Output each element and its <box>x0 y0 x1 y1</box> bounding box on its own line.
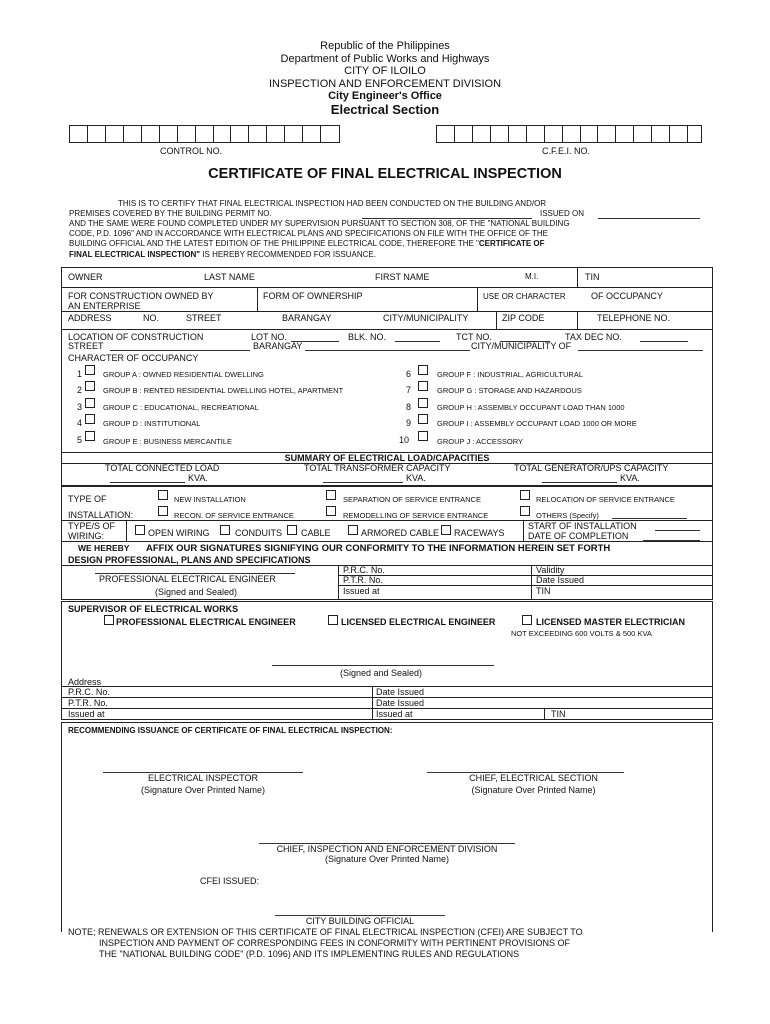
occ-group-g-label: GROUP G : STORAGE AND HAZARDOUS <box>437 386 582 395</box>
relocation-label: RELOCATION OF SERVICE ENTRANCE <box>536 495 675 504</box>
use-or-character-label[interactable]: USE OR CHARACTER <box>483 292 566 301</box>
inspector-title: ELECTRICAL INSPECTOR <box>147 773 259 783</box>
telephone-label[interactable]: TELEPHONE NO. <box>597 313 671 323</box>
header-republic: Republic of the Philippines <box>320 40 450 52</box>
occ-num-3: 3 <box>77 402 83 412</box>
location-barangay-label[interactable]: BARANGAY <box>253 341 303 351</box>
designer-issued-at[interactable]: Issued at <box>343 586 380 596</box>
recommend-title: RECOMMENDING ISSUANCE OF CERTIFICATE OF FINAL ELECTRICAL INSPECTION: <box>68 726 393 735</box>
intro-line5a: BUILDING OFFICIAL AND THE LATEST EDITION OF THE PHILIPPINE ELECTRICAL CODE, THEREFORE THE " <box>69 239 479 248</box>
occ-group-f-checkbox[interactable] <box>418 365 428 375</box>
supervisor-tin[interactable]: TIN <box>551 709 566 719</box>
others-line[interactable] <box>612 518 687 519</box>
designer-ptr[interactable]: P.T.R. No. <box>343 575 383 585</box>
we-hereby: WE HEREBY <box>78 543 130 553</box>
address-no-label[interactable]: NO. <box>143 313 160 323</box>
blk-no-label[interactable]: BLK. NO. <box>348 332 387 342</box>
occ-num-10: 10 <box>399 435 410 445</box>
tax-dec-label[interactable]: TAX DEC NO. <box>565 332 622 342</box>
intro-line3: AND THE SAME WERE FOUND COMPLETED UNDER MY SUPERVISION PURSUANT TO SECTION 308, OF THE "NATIONAL BUILDING <box>69 219 570 228</box>
transformer-kva: KVA. <box>406 473 426 483</box>
location-street-label[interactable]: STREET <box>68 341 104 351</box>
note-line3: THE "NATIONAL BUILDING CODE" (P.D. 1096) AND ITS IMPLEMENTING RULES AND REGULATIONS <box>99 949 520 959</box>
new-installation-checkbox[interactable] <box>158 490 168 500</box>
generator-label: TOTAL GENERATOR/UPS CAPACITY <box>514 463 669 473</box>
owner-label: OWNER <box>68 272 103 282</box>
cfei-no-grid[interactable] <box>436 125 702 143</box>
remodel-label: REMODELLING OF SERVICE ENTRANCE <box>343 511 489 520</box>
owner-tin-label[interactable]: TIN <box>585 272 600 282</box>
conduits-checkbox[interactable] <box>220 525 230 535</box>
recommend-section <box>61 722 713 932</box>
occ-group-h-checkbox[interactable] <box>418 398 428 408</box>
raceways-checkbox[interactable] <box>441 525 451 535</box>
lot-no-label[interactable]: LOT NO. <box>251 332 287 342</box>
occ-group-c-checkbox[interactable] <box>85 398 95 408</box>
supervisor-date-issued-1[interactable]: Date Issued <box>376 687 425 697</box>
intro-line2a: PREMISES COVERED BY THE BUILDING PERMIT NO. <box>69 209 272 218</box>
intro-line6 <box>69 250 376 259</box>
cfei-no-label: C.F.E.I. NO. <box>542 146 591 156</box>
zip-code-label[interactable]: ZIP CODE <box>502 313 545 323</box>
separation-label: SEPARATION OF SERVICE ENTRANCE <box>343 495 481 504</box>
summary-title: SUMMARY OF ELECTRICAL LOAD/CAPACITIES <box>284 453 490 463</box>
supervisor-signed: (Signed and Sealed) <box>340 668 423 678</box>
armored-cable-label: ARMORED CABLE <box>361 528 440 538</box>
address-barangay-label[interactable]: BARANGAY <box>282 313 332 323</box>
wiring-label: WIRING: <box>68 531 104 541</box>
completion-label: DATE OF COMPLETION <box>528 531 629 541</box>
others-label: OTHERS (Specify) <box>536 511 599 520</box>
occ-num-8: 8 <box>406 402 412 412</box>
affix-statement: AFFIX OUR SIGNATURES SIGNIFYING OUR CONFORMITY TO THE INFORMATION HEREIN SET FORTH <box>146 543 611 554</box>
occ-group-h-label: GROUP H : ASSEMBLY OCCUPANT LOAD THAN 1000 <box>437 403 625 412</box>
supervisor-title: SUPERVISOR OF ELECTRICAL WORKS <box>68 604 239 614</box>
cable-label: CABLE <box>301 528 331 538</box>
cfei-issued-label: CFEI ISSUED: <box>200 876 260 886</box>
transformer-line[interactable] <box>323 482 403 483</box>
open-wiring-label: OPEN WIRING <box>148 528 210 538</box>
occ-num-5: 5 <box>77 435 83 445</box>
for-construction-label: FOR CONSTRUCTION OWNED BY <box>68 291 214 301</box>
connected-load-label: TOTAL CONNECTED LOAD <box>105 463 220 473</box>
of-occupancy-label: OF OCCUPANCY <box>591 291 663 301</box>
not-exceeding-label: NOT EXCEEDING 600 VOLTS & 500 KVA <box>511 629 652 638</box>
occ-num-4: 4 <box>77 418 83 428</box>
armored-cable-checkbox[interactable] <box>348 525 358 535</box>
designer-validity[interactable]: Validity <box>536 565 565 575</box>
address-street-label[interactable]: STREET <box>186 313 222 323</box>
occ-num-7: 7 <box>406 385 412 395</box>
separation-checkbox[interactable] <box>326 490 336 500</box>
connected-load-line[interactable] <box>110 482 185 483</box>
relocation-checkbox[interactable] <box>520 490 530 500</box>
remodel-checkbox[interactable] <box>326 506 336 516</box>
issued-on-line[interactable] <box>598 218 700 219</box>
supervisor-date-issued-2[interactable]: Date Issued <box>376 698 425 708</box>
occ-group-b-checkbox[interactable] <box>85 381 95 391</box>
chief-section-sig-note: (Signature Over Printed Name) <box>471 785 596 795</box>
supervisor-lme-label: LICENSED MASTER ELECTRICIAN <box>536 617 686 627</box>
recon-label: RECON. OF SERVICE ENTRANCE <box>174 511 294 520</box>
supervisor-signature-line[interactable] <box>272 665 494 666</box>
occ-group-g-checkbox[interactable] <box>418 381 428 391</box>
occ-group-i-label: GROUP I : ASSEMBLY OCCUPANT LOAD 1000 OR MORE <box>437 419 637 428</box>
occ-group-e-label: GROUP E : BUSINESS MERCANTILE <box>103 437 233 446</box>
supervisor-prc[interactable]: P.R.C. No. <box>68 687 110 697</box>
note-line1: NOTE; RENEWALS OR EXTENSION OF THIS CERTIFICATE OF FINAL ELECTRICAL INSPECTION (CFEI) ARE SUBJECT TO <box>68 927 583 937</box>
form-of-ownership-label[interactable]: FORM OF OWNERSHIP <box>263 291 363 301</box>
note-line2: INSPECTION AND PAYMENT OF CORRESPONDING FEES IN CONFORMITY WITH PERTINENT PROVISIONS OF <box>99 938 571 948</box>
supervisor-issued-at[interactable]: Issued at <box>68 709 105 719</box>
header <box>0 40 770 116</box>
occ-group-b-label: GROUP B : RENTED RESIDENTIAL DWELLING HOTEL, APARTMENT <box>103 386 344 395</box>
installation-label: INSTALLATION: <box>68 510 134 520</box>
recon-checkbox[interactable] <box>158 506 168 516</box>
types-of-label: TYPE/S OF <box>68 521 116 531</box>
inspector-sig-note: (Signature Over Printed Name) <box>140 785 266 795</box>
connected-kva: KVA. <box>188 473 208 483</box>
first-name-label[interactable]: FIRST NAME <box>375 272 430 282</box>
location-label: LOCATION OF CONSTRUCTION <box>68 332 204 342</box>
control-no-grid[interactable] <box>69 125 340 143</box>
cable-checkbox[interactable] <box>287 525 297 535</box>
occ-num-9: 9 <box>406 418 412 428</box>
control-no-label: CONTROL NO. <box>160 146 223 156</box>
supervisor-ptr[interactable]: P.T.R. No. <box>68 698 108 708</box>
address-city-label[interactable]: CITY/MUNICIPALITY <box>383 313 469 323</box>
an-enterprise-label: AN ENTERPRISE <box>68 301 141 311</box>
supervisor-lme-checkbox[interactable] <box>522 615 532 625</box>
occ-group-f-label: GROUP F : INDUSTRIAL, AGRICULTURAL <box>437 370 583 379</box>
designer-tin[interactable]: TIN <box>536 586 551 596</box>
tct-no-label[interactable]: TCT NO. <box>456 332 492 342</box>
header-dpwh: Department of Public Works and Highways <box>280 52 490 65</box>
supervisor-lee-checkbox[interactable] <box>328 615 338 625</box>
occ-group-d-label: GROUP D : INSTITUTIONAL <box>103 419 201 428</box>
supervisor-issued-at-2[interactable]: Issued at <box>376 709 413 719</box>
occ-num-2: 2 <box>77 385 83 395</box>
intro-line6b: IS HEREBY RECOMMENDED FOR ISSUANCE. <box>200 250 376 259</box>
intro-line4: CODE, P.D. 1096" AND IN ACCORDANCE WITH ELECTRICAL PLANS AND SPECIFICATIONS ON FILE WITH THE OFFICE OF THE <box>69 229 548 238</box>
occupancy-title: CHARACTER OF OCCUPANCY <box>68 353 199 363</box>
generator-line[interactable] <box>542 482 617 483</box>
occ-group-c-label: GROUP C : EDUCATIONAL, RECREATIONAL <box>103 403 259 412</box>
type-of-label: TYPE OF <box>68 494 107 504</box>
supervisor-pee-checkbox[interactable] <box>104 615 114 625</box>
open-wiring-checkbox[interactable] <box>135 525 145 535</box>
cbo-title: CITY BUILDING OFFICIAL <box>305 916 415 926</box>
supervisor-address[interactable]: Address <box>68 677 102 687</box>
occ-group-a-label: GROUP A : OWNED RESIDENTIAL DWELLING <box>103 370 264 379</box>
intro-line6a: FINAL ELECTRICAL INSPECTION" <box>69 250 201 259</box>
designer-date-issued[interactable]: Date Issued <box>536 575 585 585</box>
occ-group-j-label: GROUP J : ACCESSORY <box>437 437 523 446</box>
start-installation-line[interactable] <box>655 530 700 531</box>
header-section: Electrical Section <box>330 101 440 117</box>
conduits-label: CONDUITS <box>235 528 282 538</box>
intro-line2b: ISSUED ON <box>540 209 585 218</box>
occ-num-6: 6 <box>406 369 412 379</box>
certificate-title: CERTIFICATE OF FINAL ELECTRICAL INSPECTION <box>208 166 562 182</box>
supervisor-pee-label: PROFESSIONAL ELECTRICAL ENGINEER <box>116 617 296 627</box>
chief-division-title: CHIEF, INSPECTION AND ENFORCEMENT DIVISION <box>276 844 498 854</box>
generator-kva: KVA. <box>620 473 640 483</box>
chief-division-sig-note: (Signature Over Printed Name) <box>324 854 450 864</box>
intro-line5 <box>69 239 545 248</box>
address-label[interactable]: ADDRESS <box>68 313 112 323</box>
raceways-label: RACEWAYS <box>454 528 505 538</box>
occ-group-d-checkbox[interactable] <box>85 414 95 424</box>
city-of-label[interactable]: CITY/MUNICIPALITY OF <box>471 341 572 351</box>
supervisor-lee-label: LICENSED ELECTRICAL ENGINEER <box>341 617 496 627</box>
occ-group-e-checkbox[interactable] <box>85 431 95 441</box>
designer-title: PROFESSIONAL ELECTRICAL ENGINEER <box>99 574 276 584</box>
intro-line5b: CERTIFICATE OF <box>478 239 545 248</box>
occ-group-j-checkbox[interactable] <box>418 431 428 441</box>
others-checkbox[interactable] <box>520 506 530 516</box>
mi-label[interactable]: M.I. <box>525 272 539 281</box>
chief-section-title: CHIEF, ELECTRICAL SECTION <box>469 773 598 783</box>
occ-group-a-checkbox[interactable] <box>85 365 95 375</box>
design-professional-label: DESIGN PROFESSIONAL, PLANS AND SPECIFICATIONS <box>68 555 311 565</box>
occ-num-1: 1 <box>77 369 83 379</box>
start-installation-label: START OF INSTALLATION <box>528 521 637 531</box>
last-name-label[interactable]: LAST NAME <box>204 272 255 282</box>
header-city: CITY OF ILOILO <box>344 65 426 77</box>
occ-group-i-checkbox[interactable] <box>418 414 428 424</box>
designer-signed: (Signed and Sealed) <box>155 587 238 597</box>
transformer-label: TOTAL TRANSFORMER CAPACITY <box>304 463 451 473</box>
designer-prc[interactable]: P.R.C. No. <box>343 565 385 575</box>
header-office: City Engineer's Office <box>328 90 442 102</box>
intro-line1: THIS IS TO CERTIFY THAT FINAL ELECTRICAL INSPECTION HAD BEEN CONDUCTED ON THE BUILDING AND/OR <box>118 199 547 208</box>
header-division: INSPECTION AND ENFORCEMENT DIVISION <box>268 77 502 90</box>
new-installation-label: NEW INSTALLATION <box>174 495 246 504</box>
